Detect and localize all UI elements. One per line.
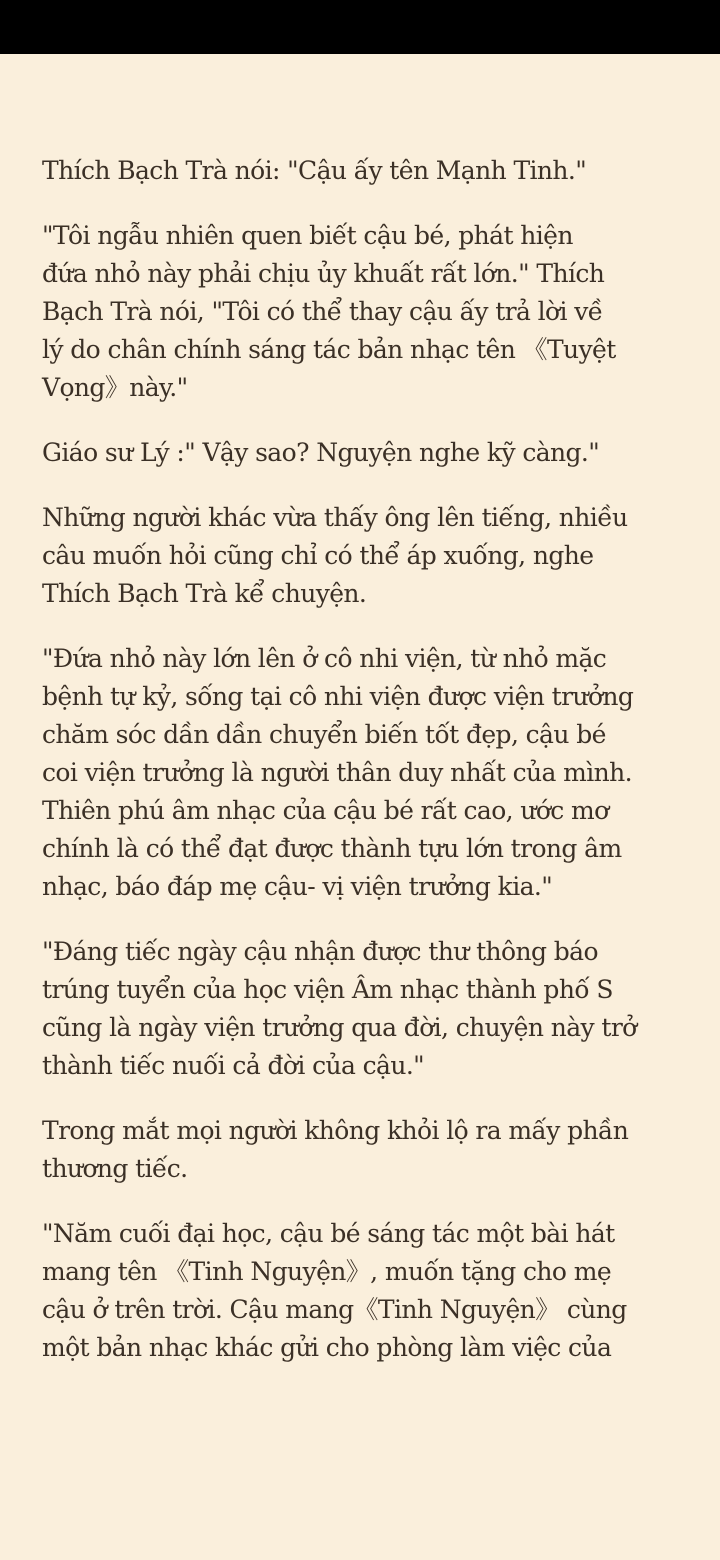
text-line: cũng là ngày viện trưởng qua đời, chuyện này trở — [42, 1013, 637, 1042]
text-line: đứa nhỏ này phải chịu ủy khuất rất lớn." Thích — [42, 259, 605, 288]
paragraph — [42, 640, 678, 906]
text-line: một bản nhạc khác gửi cho phòng làm việc của — [42, 1333, 612, 1362]
text-line: Trong mắt mọi người không khỏi lộ ra mấy phần — [42, 1116, 629, 1145]
status-bar — [0, 0, 720, 54]
paragraph — [42, 1112, 678, 1188]
reader-content — [42, 152, 678, 1394]
paragraph — [42, 434, 678, 472]
text-line: bệnh tự kỷ, sống tại cô nhi viện được viện trưởng — [42, 682, 634, 711]
text-line: Giáo sư Lý :" Vậy sao? Nguyện nghe kỹ càng." — [42, 438, 600, 467]
text-line: "Đứa nhỏ này lớn lên ở cô nhi viện, từ nhỏ mặc — [42, 644, 607, 673]
text-line: nhạc, báo đáp mẹ cậu- vị viện trưởng kia." — [42, 872, 553, 901]
text-line: cậu ở trên trời. Cậu mang《Tinh Nguyện》 cùng — [42, 1295, 627, 1324]
text-line: trúng tuyển của học viện Âm nhạc thành phố S — [42, 975, 613, 1004]
text-line: chăm sóc dần dần chuyển biến tốt đẹp, cậu bé — [42, 720, 606, 749]
text-line: Những người khác vừa thấy ông lên tiếng, nhiều — [42, 503, 628, 532]
text-line: lý do chân chính sáng tác bản nhạc tên 《Tuyệt — [42, 335, 616, 364]
text-line: Thích Bạch Trà nói: "Cậu ấy tên Mạnh Tinh." — [42, 156, 587, 185]
paragraph — [42, 933, 678, 1085]
text-line: câu muốn hỏi cũng chỉ có thể áp xuống, nghe — [42, 541, 594, 570]
text-line: "Đáng tiếc ngày cậu nhận được thư thông báo — [42, 937, 598, 966]
text-line: "Tôi ngẫu nhiên quen biết cậu bé, phát hiện — [42, 221, 573, 250]
text-line: Bạch Trà nói, "Tôi có thể thay cậu ấy trả lời về — [42, 297, 603, 326]
paragraph — [42, 499, 678, 613]
text-line: thương tiếc. — [42, 1154, 188, 1183]
text-line: Thiên phú âm nhạc của cậu bé rất cao, ước mơ — [42, 796, 609, 825]
paragraph — [42, 152, 678, 190]
text-line: thành tiếc nuối cả đời của cậu." — [42, 1051, 425, 1080]
paragraph — [42, 217, 678, 407]
text-line: Thích Bạch Trà kể chuyện. — [42, 579, 367, 608]
text-line: coi viện trưởng là người thân duy nhất của mình. — [42, 758, 632, 787]
text-line: mang tên 《Tinh Nguyện》, muốn tặng cho mẹ — [42, 1257, 612, 1286]
paragraph — [42, 1215, 678, 1367]
text-line: "Năm cuối đại học, cậu bé sáng tác một bài hát — [42, 1219, 615, 1248]
text-line: Vọng》này." — [42, 373, 188, 402]
text-line: chính là có thể đạt được thành tựu lớn trong âm — [42, 834, 622, 863]
